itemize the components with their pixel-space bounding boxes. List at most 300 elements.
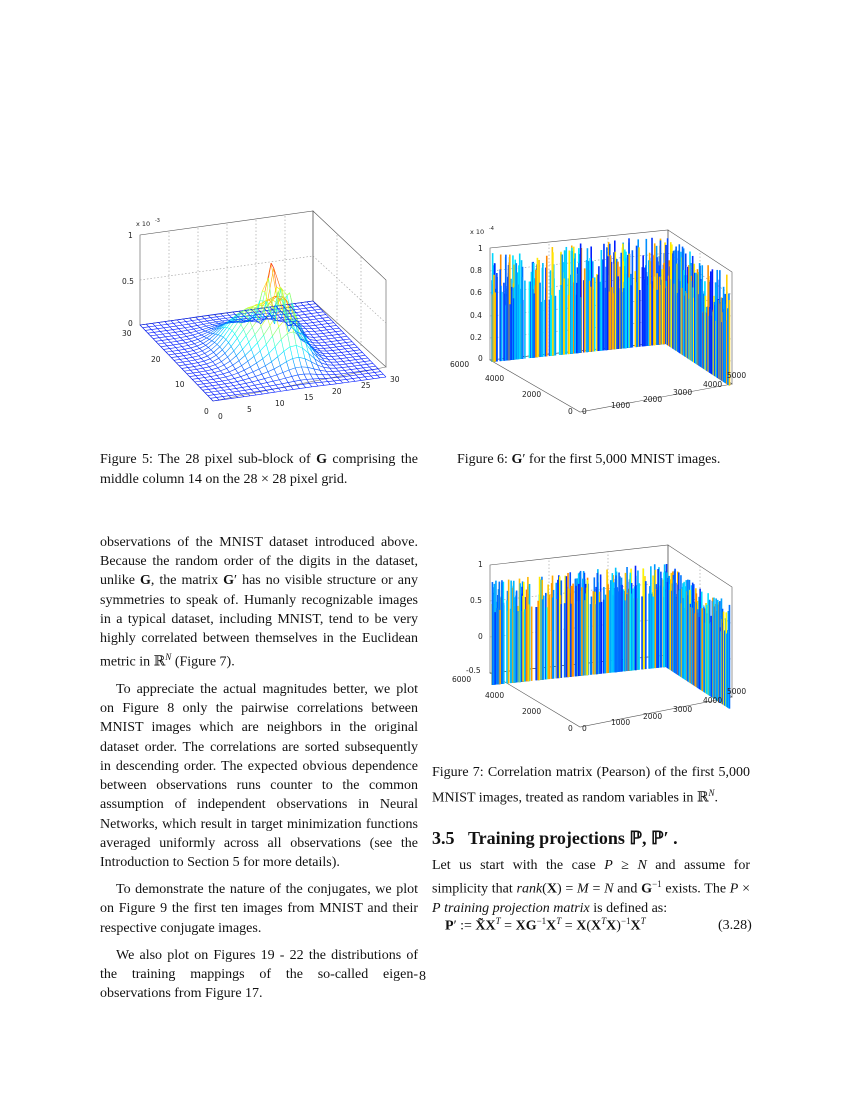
fig5-mesh-line — [299, 357, 302, 367]
fig5-mesh-line — [299, 315, 302, 318]
fig5-mesh-line — [205, 378, 208, 381]
fig5-mesh-line — [336, 325, 339, 328]
fig5-mesh-line — [224, 365, 227, 368]
fig5-mesh-line — [330, 347, 336, 348]
fig5-mesh-line — [330, 384, 336, 385]
fig5-mesh-line — [203, 368, 206, 371]
fig5-mesh-line — [283, 373, 286, 379]
fig5-mesh-line — [153, 339, 156, 342]
fig5-mesh-line — [205, 350, 211, 354]
fig5-mesh-line — [202, 351, 205, 354]
fig5-mesh-line — [219, 384, 225, 385]
fig5-mesh-line — [176, 348, 179, 351]
fig5-mesh-line — [287, 389, 293, 390]
fig5-mesh-line — [290, 345, 296, 346]
fig5-mesh-line — [264, 379, 267, 383]
fig5-mesh-line — [301, 318, 304, 321]
fig5-mesh-line — [166, 352, 169, 355]
fig5-mesh-line — [152, 323, 155, 326]
fig5-mesh-line — [211, 377, 214, 380]
fig5-mesh-line — [375, 372, 381, 373]
fig5-mesh-line — [241, 374, 247, 376]
fig5-mesh-line — [341, 373, 347, 374]
fig5-mesh-line — [346, 342, 352, 343]
fig5-mesh-line — [240, 383, 246, 384]
fig5-mesh-line — [177, 340, 183, 341]
fig5-mesh-line — [172, 336, 175, 339]
fig5-mesh-line — [242, 361, 248, 365]
fig5-mesh-line — [254, 356, 257, 363]
fig5-mesh-line — [318, 385, 324, 386]
fig5-mesh-line — [282, 383, 288, 384]
fig5-xtick: 15 — [304, 393, 314, 402]
fig5-mesh-line — [293, 389, 299, 390]
fig5-mesh-line — [307, 301, 313, 302]
fig5-mesh-line — [168, 340, 171, 343]
fig5-mesh-line — [280, 362, 286, 366]
equation-number: (3.28) — [718, 918, 752, 933]
fig5-mesh-line — [221, 336, 224, 338]
figure-7-surface-plot — [440, 535, 750, 745]
fig5-mesh-line — [325, 342, 331, 343]
fig5-mesh-line — [316, 319, 319, 322]
fig5-mesh-line — [327, 330, 330, 333]
fig5-mesh-line — [232, 331, 235, 334]
fig5-mesh-line — [328, 382, 331, 385]
fig5-mesh-line — [207, 352, 213, 356]
fig5-mesh-line — [242, 387, 245, 390]
fig5-mesh-line — [170, 348, 176, 349]
fig5-mesh-line — [176, 326, 179, 329]
fig5-mesh-line — [175, 331, 181, 332]
fig5-mesh-line — [302, 311, 308, 312]
fig5-mesh-line — [272, 327, 278, 336]
fig5-mesh-line — [190, 331, 196, 332]
fig5-mesh-line — [281, 333, 287, 339]
fig5-mesh-line — [279, 327, 282, 339]
fig5-mesh-line — [197, 343, 203, 346]
fig5-mesh-line — [242, 386, 248, 387]
fig5-mesh-line — [204, 337, 207, 338]
fig5-mesh-line — [319, 321, 325, 322]
fig5-mesh-line — [263, 359, 266, 366]
fig5-mesh-line — [338, 377, 341, 380]
fig5-mesh-line — [232, 373, 238, 375]
fig5-mesh-line — [349, 381, 355, 382]
fig5-mesh-line — [184, 355, 190, 356]
fig5-mesh-line — [220, 393, 226, 394]
fig5-mesh-line — [224, 361, 230, 365]
fig5-mesh-line — [202, 316, 205, 318]
fig5-mesh-line — [159, 338, 162, 341]
fig5-mesh-line — [228, 378, 234, 379]
fig5-mesh-line — [247, 372, 253, 375]
fig5-mesh-line — [255, 335, 258, 343]
fig5-mesh-line — [343, 339, 349, 340]
fig5-mesh-line — [257, 359, 263, 363]
fig5-mesh-line — [258, 343, 261, 351]
fig5-mesh-line — [207, 321, 210, 323]
fig5-mesh-line — [338, 334, 344, 335]
fig5-mesh-line — [183, 339, 189, 340]
fig5-mesh-line — [171, 321, 174, 324]
fig5-mesh-line — [329, 354, 332, 357]
fig5-mesh-line — [350, 375, 356, 376]
equation-3-28: P′ := $X̃X^T = XG^{-1}X^T = X(X^TX)^{-1}X^T$ — [445, 916, 646, 934]
fig5-mesh-line — [219, 318, 225, 319]
fig5-mesh-line — [333, 328, 339, 329]
fig5-mesh-line — [211, 350, 214, 353]
fig5-mesh-line — [308, 367, 314, 368]
fig5-mesh-line — [227, 328, 230, 329]
fig5-mesh-line — [332, 371, 335, 374]
fig5-mesh-line — [330, 325, 336, 326]
fig5-mesh-line — [250, 395, 256, 396]
fig5-mesh-line — [319, 322, 322, 325]
fig5-mesh-line — [326, 351, 329, 354]
fig5-mesh-line — [178, 349, 184, 350]
fig5-mesh-line — [219, 358, 222, 361]
fig5-mesh-line — [140, 324, 146, 325]
fig5-mesh-line — [195, 358, 201, 360]
fig5-mesh-line — [368, 373, 371, 376]
fig5-mesh-line — [348, 351, 354, 352]
fig5-mesh-line — [269, 353, 272, 361]
fig5-mesh-line — [232, 398, 238, 399]
fig5-mesh-line — [210, 333, 213, 334]
fig5-mesh-line — [252, 382, 255, 385]
fig5-mesh-line — [237, 329, 243, 338]
fig5-mesh-line — [263, 353, 269, 358]
fig5-mesh-line — [208, 374, 211, 377]
fig5-mesh-line — [309, 383, 312, 386]
fig5-mesh-line — [192, 321, 195, 324]
fig5-mesh-line — [335, 352, 341, 353]
fig5-mesh-line — [255, 385, 258, 388]
fig5-mesh-line — [327, 344, 333, 345]
fig5-mesh-line — [298, 375, 301, 380]
fig5-mesh-line — [269, 392, 275, 393]
fig5-mesh-line — [355, 360, 358, 363]
fig5-mesh-line — [362, 359, 365, 362]
fig5-mesh-line — [199, 356, 202, 359]
fig5-mesh-line — [211, 318, 214, 320]
fig5-mesh-line — [355, 359, 361, 360]
fig5-mesh-line — [180, 336, 186, 337]
fig5-mesh-line — [315, 382, 321, 383]
fig5-mesh-line — [334, 343, 340, 344]
fig5-mesh-line — [236, 356, 239, 361]
fig5-mesh-line — [177, 356, 183, 357]
fig5-mesh-line — [217, 397, 223, 398]
fig5-mesh-line — [287, 293, 290, 295]
fig5-mesh-line — [225, 353, 228, 357]
fig5-mesh-line — [143, 328, 146, 331]
fig5-mesh-line — [335, 353, 338, 356]
fig5-mesh-line — [351, 348, 354, 351]
fig5-mesh-line — [338, 334, 341, 337]
fig5-mesh-line — [149, 327, 152, 330]
fig5-mesh-line — [166, 351, 172, 352]
fig5-mesh-line — [367, 364, 370, 367]
fig5-mesh-line — [197, 325, 200, 327]
fig5-mesh-line — [193, 351, 196, 354]
fig6-ytick: 4000 — [485, 374, 505, 383]
fig5-mesh-line — [329, 353, 335, 354]
fig5-mesh-line — [170, 327, 173, 330]
fig5-mesh-line — [194, 365, 200, 366]
fig5-mesh-line — [316, 318, 322, 319]
fig5-mesh-line — [260, 291, 263, 301]
fig5-mesh-line — [168, 339, 174, 340]
fig5-mesh-line — [286, 376, 292, 378]
fig5-mesh-line — [171, 357, 177, 358]
fig5-mesh-line — [251, 343, 257, 350]
fig7-ytick: 0 — [568, 724, 573, 733]
fig5-mesh-line — [190, 355, 193, 358]
fig5-mesh-line — [250, 321, 253, 327]
fig5-mesh-line — [330, 348, 333, 351]
fig5-mesh-line — [196, 317, 199, 320]
fig5-mesh-line — [335, 337, 341, 338]
fig5-mesh-line — [217, 375, 220, 378]
fig5-mesh-line — [359, 356, 362, 359]
fig5-mesh-line — [253, 369, 259, 372]
fig5-mesh-line — [227, 386, 233, 387]
fig5-mesh-line — [226, 318, 232, 319]
fig5-mesh-line — [213, 358, 219, 361]
fig5-mesh-line — [210, 382, 216, 383]
fig5-mesh-line — [223, 396, 229, 397]
fig5-mesh-line — [318, 328, 321, 331]
fig5-mesh-line — [363, 368, 366, 371]
fig5-mesh-line — [219, 319, 222, 321]
fig5-mesh-line — [203, 324, 206, 326]
fig5-mesh-line — [349, 344, 355, 345]
fig5-mesh-line — [339, 370, 345, 371]
fig5-scale-exp: -3 — [155, 218, 160, 224]
fig5-mesh-line — [293, 358, 296, 367]
fig5-mesh-line — [333, 350, 336, 353]
fig5-mesh-line — [349, 360, 355, 361]
fig5-mesh-line — [351, 347, 357, 348]
fig5-mesh-line — [258, 335, 264, 343]
fig5-mesh-line — [205, 370, 211, 371]
fig5-mesh-line — [201, 338, 207, 341]
fig5-mesh-line — [326, 336, 329, 339]
fig5-mesh-line — [329, 317, 332, 320]
fig5-mesh-line — [154, 331, 160, 332]
fig5-mesh-line — [297, 305, 303, 306]
right-column-paragraph: Let us start with the case P ≥ N and assume for simplicity that rank(X) = M = N and $G^{-1}$ exists. The P × P training projection matrix is defined as: — [432, 858, 751, 917]
fig6-ztick: 0 — [478, 354, 483, 363]
fig5-mesh-line — [358, 362, 364, 363]
fig5-mesh-line — [248, 385, 254, 386]
fig5-mesh-line — [218, 391, 221, 394]
fig5-mesh-line — [226, 375, 232, 377]
fig5-mesh-line — [205, 377, 211, 378]
fig5-mesh-line — [235, 394, 241, 395]
fig5-mesh-line — [201, 381, 204, 384]
fig5-mesh-line — [239, 355, 245, 360]
fig5-mesh-line — [331, 341, 337, 342]
fig5-mesh-line — [326, 350, 332, 351]
fig5-mesh-line — [311, 314, 314, 317]
fig6-xtick: 2000 — [643, 395, 663, 404]
fig5-mesh-line — [244, 329, 247, 335]
fig5-mesh-line — [167, 346, 170, 349]
fig5-mesh-line — [205, 331, 208, 332]
fig5-mesh-line — [364, 361, 370, 362]
fig5-mesh-line — [345, 348, 351, 349]
fig5-mesh-line — [248, 386, 251, 389]
fig5-mesh-line — [312, 386, 318, 387]
fig5-mesh-line — [337, 383, 343, 384]
fig5-mesh-line — [222, 321, 225, 322]
fig5-mesh-line — [203, 343, 206, 345]
fig5-mesh-line — [253, 372, 256, 376]
fig5-mesh-line — [158, 343, 164, 344]
fig5-mesh-line — [175, 354, 178, 357]
fig5-mesh-line — [208, 395, 214, 396]
fig5-mesh-line — [219, 385, 222, 388]
fig5-mesh-line — [322, 324, 328, 325]
fig5-xtick: 0 — [218, 412, 223, 421]
fig5-mesh-line — [363, 353, 366, 356]
fig5-mesh-line — [209, 367, 212, 370]
fig5-mesh-line — [267, 383, 270, 386]
fig5-mesh-line — [261, 383, 267, 384]
fig5-mesh-line — [342, 368, 345, 371]
fig5-mesh-line — [184, 370, 190, 371]
fig5-mesh-line — [251, 349, 254, 356]
fig5-mesh-line — [183, 361, 189, 362]
fig5-mesh-line — [278, 314, 284, 315]
fig5-mesh-line — [214, 352, 217, 355]
fig5-mesh-line — [279, 378, 285, 380]
fig5-mesh-line — [301, 317, 307, 318]
fig5-mesh-line — [294, 332, 297, 346]
fig5-mesh-line — [159, 322, 165, 323]
fig5-mesh-line — [163, 334, 166, 337]
fig5-mesh-line — [337, 361, 343, 362]
fig5-mesh-line — [223, 316, 226, 318]
fig5-ztick: 0.5 — [122, 277, 134, 286]
fig5-mesh-line — [211, 392, 214, 395]
fig5-mesh-line — [175, 332, 178, 335]
fig5-mesh-line — [344, 355, 347, 358]
fig5-mesh-line — [239, 391, 242, 394]
fig5-mesh-line — [176, 325, 182, 326]
fig5-mesh-line — [334, 359, 340, 360]
fig5-mesh-line — [195, 360, 198, 363]
fig5-mesh-line — [227, 387, 230, 390]
fig5-mesh-line — [376, 366, 379, 369]
fig5-mesh-line — [221, 362, 224, 365]
left-column-text — [100, 533, 418, 1011]
fig5-mesh-line — [315, 309, 321, 310]
fig5-mesh-line — [324, 348, 330, 349]
fig5-mesh-line — [213, 319, 219, 320]
fig7-xtick: 2000 — [643, 712, 663, 721]
fig5-ytick: 10 — [175, 380, 185, 389]
fig5-mesh-line — [221, 357, 227, 362]
fig5-mesh-line — [196, 376, 199, 379]
fig5-mesh-line — [164, 327, 170, 328]
fig5-mesh-line — [238, 370, 244, 373]
fig5-mesh-line — [163, 333, 169, 334]
fig5-mesh-line — [305, 314, 311, 315]
fig5-mesh-line — [309, 325, 315, 326]
fig5-mesh-line — [350, 339, 353, 342]
fig5-mesh-line — [182, 345, 188, 346]
fig5-mesh-line — [310, 374, 313, 379]
fig5-mesh-line — [343, 361, 346, 364]
fig5-mesh-line — [343, 361, 349, 362]
fig5-mesh-line — [223, 337, 226, 339]
fig5-mesh-line — [209, 388, 215, 389]
fig6-xtick: 1000 — [611, 401, 631, 410]
fig5-mesh-line — [245, 355, 248, 361]
paragraph-2: To appreciate the actual magnitudes better, we plot on Figure 8 only the pairwise correlations between MNIST images which are neighbors in the original dataset order. The correlations are sorted subsequently in descending order. The expected obvious dependence between observations runs counter to the common assumption of independent observations in Neural Networks, which result in target minimization functions averaged uniformly across all observations (see the Introduction to Section 5 for more details). — [100, 682, 418, 870]
fig5-mesh-line — [328, 323, 334, 324]
fig5-mesh-line — [334, 380, 340, 381]
fig5-mesh-line — [194, 329, 197, 331]
fig5-mesh-line — [156, 341, 159, 344]
fig5-mesh-line — [188, 368, 191, 371]
fig5-mesh-line — [230, 361, 233, 365]
fig5-mesh-line — [340, 359, 343, 362]
fig5-mesh-line — [246, 327, 252, 335]
fig5-mesh-line — [212, 385, 218, 386]
fig5-mesh-line — [180, 359, 183, 362]
fig5-mesh-line — [257, 388, 260, 391]
fig5-mesh-line — [194, 344, 197, 346]
fig5-mesh-line — [334, 381, 337, 384]
fig5-mesh-line — [206, 386, 212, 387]
fig5-mesh-line — [203, 390, 206, 393]
fig5-mesh-line — [164, 343, 167, 346]
fig5-mesh-line — [201, 380, 207, 381]
fig5-mesh-line — [225, 346, 231, 353]
fig5-mesh-line — [371, 375, 377, 376]
fig5-mesh-line — [324, 326, 330, 327]
fig5-mesh-line — [236, 349, 242, 355]
fig5-mesh-line — [235, 366, 241, 370]
fig5-mesh-line — [356, 353, 362, 354]
fig5-mesh-line — [221, 388, 224, 391]
fig5-mesh-line — [234, 343, 240, 350]
fig5-mesh-line — [227, 313, 230, 315]
fig5-mesh-line — [199, 371, 205, 372]
fig5-mesh-line — [334, 359, 337, 362]
fig5-mesh-line — [229, 372, 232, 375]
fig5-mesh-line — [204, 383, 210, 384]
fig5-mesh-line — [218, 390, 224, 391]
fig5-mesh-line — [235, 369, 238, 373]
fig5-mesh-line — [198, 363, 201, 366]
fig5-mesh-line — [249, 342, 252, 349]
fig5-mesh-line — [345, 370, 351, 371]
fig5-mesh-line — [148, 332, 154, 333]
fig5-mesh-line — [241, 325, 244, 330]
fig5-mesh-line — [187, 351, 193, 352]
fig5-mesh-line — [356, 375, 359, 378]
fig5-mesh-line — [214, 371, 220, 373]
fig7-xtick: 0 — [582, 724, 587, 733]
fig5-mesh-line — [328, 381, 334, 382]
fig5-mesh-line — [200, 387, 206, 388]
